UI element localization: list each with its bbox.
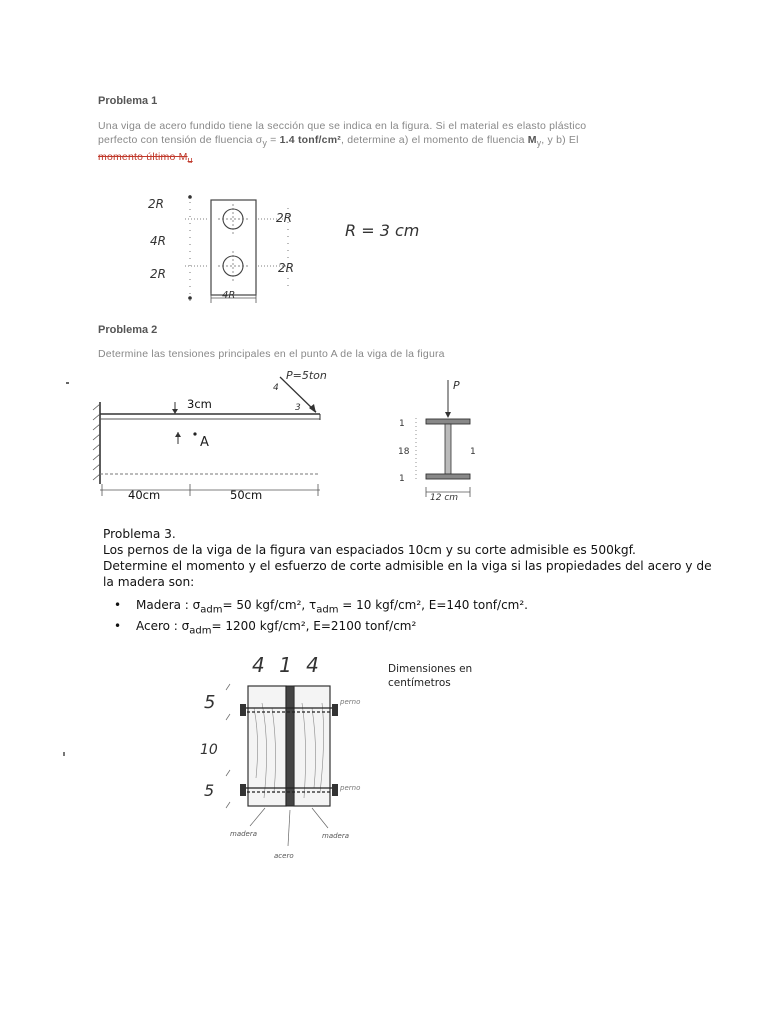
perno-label-top: perno: [340, 698, 361, 706]
dim-2r-top: 2R: [148, 197, 164, 211]
problem1-title: Problema 1: [98, 95, 158, 107]
scan-speck: [66, 382, 69, 384]
slope-4: 4: [273, 383, 279, 393]
perno-label-bottom: perno: [340, 784, 361, 792]
problem3-title: Problema 3.: [103, 527, 176, 541]
bottom-flange: [426, 474, 470, 479]
point-a: A: [200, 435, 209, 450]
dim-5-bottom: 5: [204, 781, 215, 800]
web-height-18: 18: [398, 447, 410, 457]
dimensions-caption: Dimensiones en centímetros: [388, 663, 473, 689]
top-flange: [426, 419, 470, 424]
problem1-line1: Una viga de acero fundido tiene la sección que se indica en la figura. Si el material es elasto plástico: [98, 120, 587, 132]
problem1-line2: perfecto con tensión de fluencia $\sigma_y = 1.4$ tonf/cm², determine a) el momento de fluencia $M_y$, y b) El: [98, 134, 579, 149]
dim-3cm: 3cm: [187, 397, 212, 411]
dim-2r-bottom: 2R: [150, 267, 166, 281]
top-dimensions: 4 1 4: [252, 653, 323, 677]
problem3-line1: Los pernos de la viga de la figura van espaciados 10cm y su corte admisible es 500kgf.: [103, 543, 636, 557]
section-rectangle: [211, 200, 256, 295]
section-load-p: P: [453, 379, 460, 392]
dim-4r-width: 4R: [222, 290, 236, 301]
problem3-composite-figure: [190, 648, 390, 863]
dim-40cm: 40cm: [128, 488, 161, 502]
slope-3: 3: [295, 403, 301, 413]
madera-label-left: madera: [230, 830, 258, 838]
problem2-beam-figure: [90, 362, 500, 512]
problem2-title: Problema 2: [98, 324, 158, 336]
dim-4r: 4R: [150, 234, 166, 248]
madera-properties: • Madera : $\sigma_{adm}= 50$ kgf/cm², $\tau_{adm} = 10$ kgf/cm², E=140 tonf/cm².: [100, 597, 720, 618]
web: [445, 424, 451, 474]
web-thickness: 1: [470, 447, 476, 457]
acero-properties: • Acero : $\sigma_{adm}= 1200$ kgf/cm², E=2100 tonf/cm²: [100, 618, 720, 639]
material-properties-list: [100, 597, 720, 640]
problem1-section-figure: [140, 190, 480, 310]
dim-5-top: 5: [204, 692, 216, 713]
dim-2r-right-top: 2R: [276, 211, 292, 225]
yield-stress-value: 1.4 tonf/cm²: [279, 134, 341, 146]
dim-50cm: 50cm: [230, 488, 263, 502]
problem3-line3: la madera son:: [103, 575, 195, 589]
dim-2r-right-bottom: 2R: [278, 261, 294, 275]
acero-label: acero: [274, 852, 294, 860]
madera-label-right: madera: [322, 832, 350, 840]
problem1-line3-struck: momento último $M_u$: [98, 151, 193, 166]
flange-width-12cm: 12 cm: [430, 493, 459, 503]
problem3-statement: [103, 526, 723, 590]
dim-10: 10: [200, 742, 218, 758]
problem1-statement: [98, 119, 698, 167]
problem3-line2: Determine el momento y el esfuerzo de corte admisible en la viga si las propiedades del acero y de: [103, 559, 712, 573]
flange-thickness-bottom: 1: [399, 474, 405, 484]
scan-speck: [63, 752, 65, 756]
radius-note: R = 3 cm: [345, 221, 420, 240]
load-label: P=5ton: [286, 369, 327, 382]
problem2-statement: Determine las tensiones principales en el punto A de la viga de la figura: [98, 348, 445, 360]
flange-thickness-top: 1: [399, 419, 405, 429]
